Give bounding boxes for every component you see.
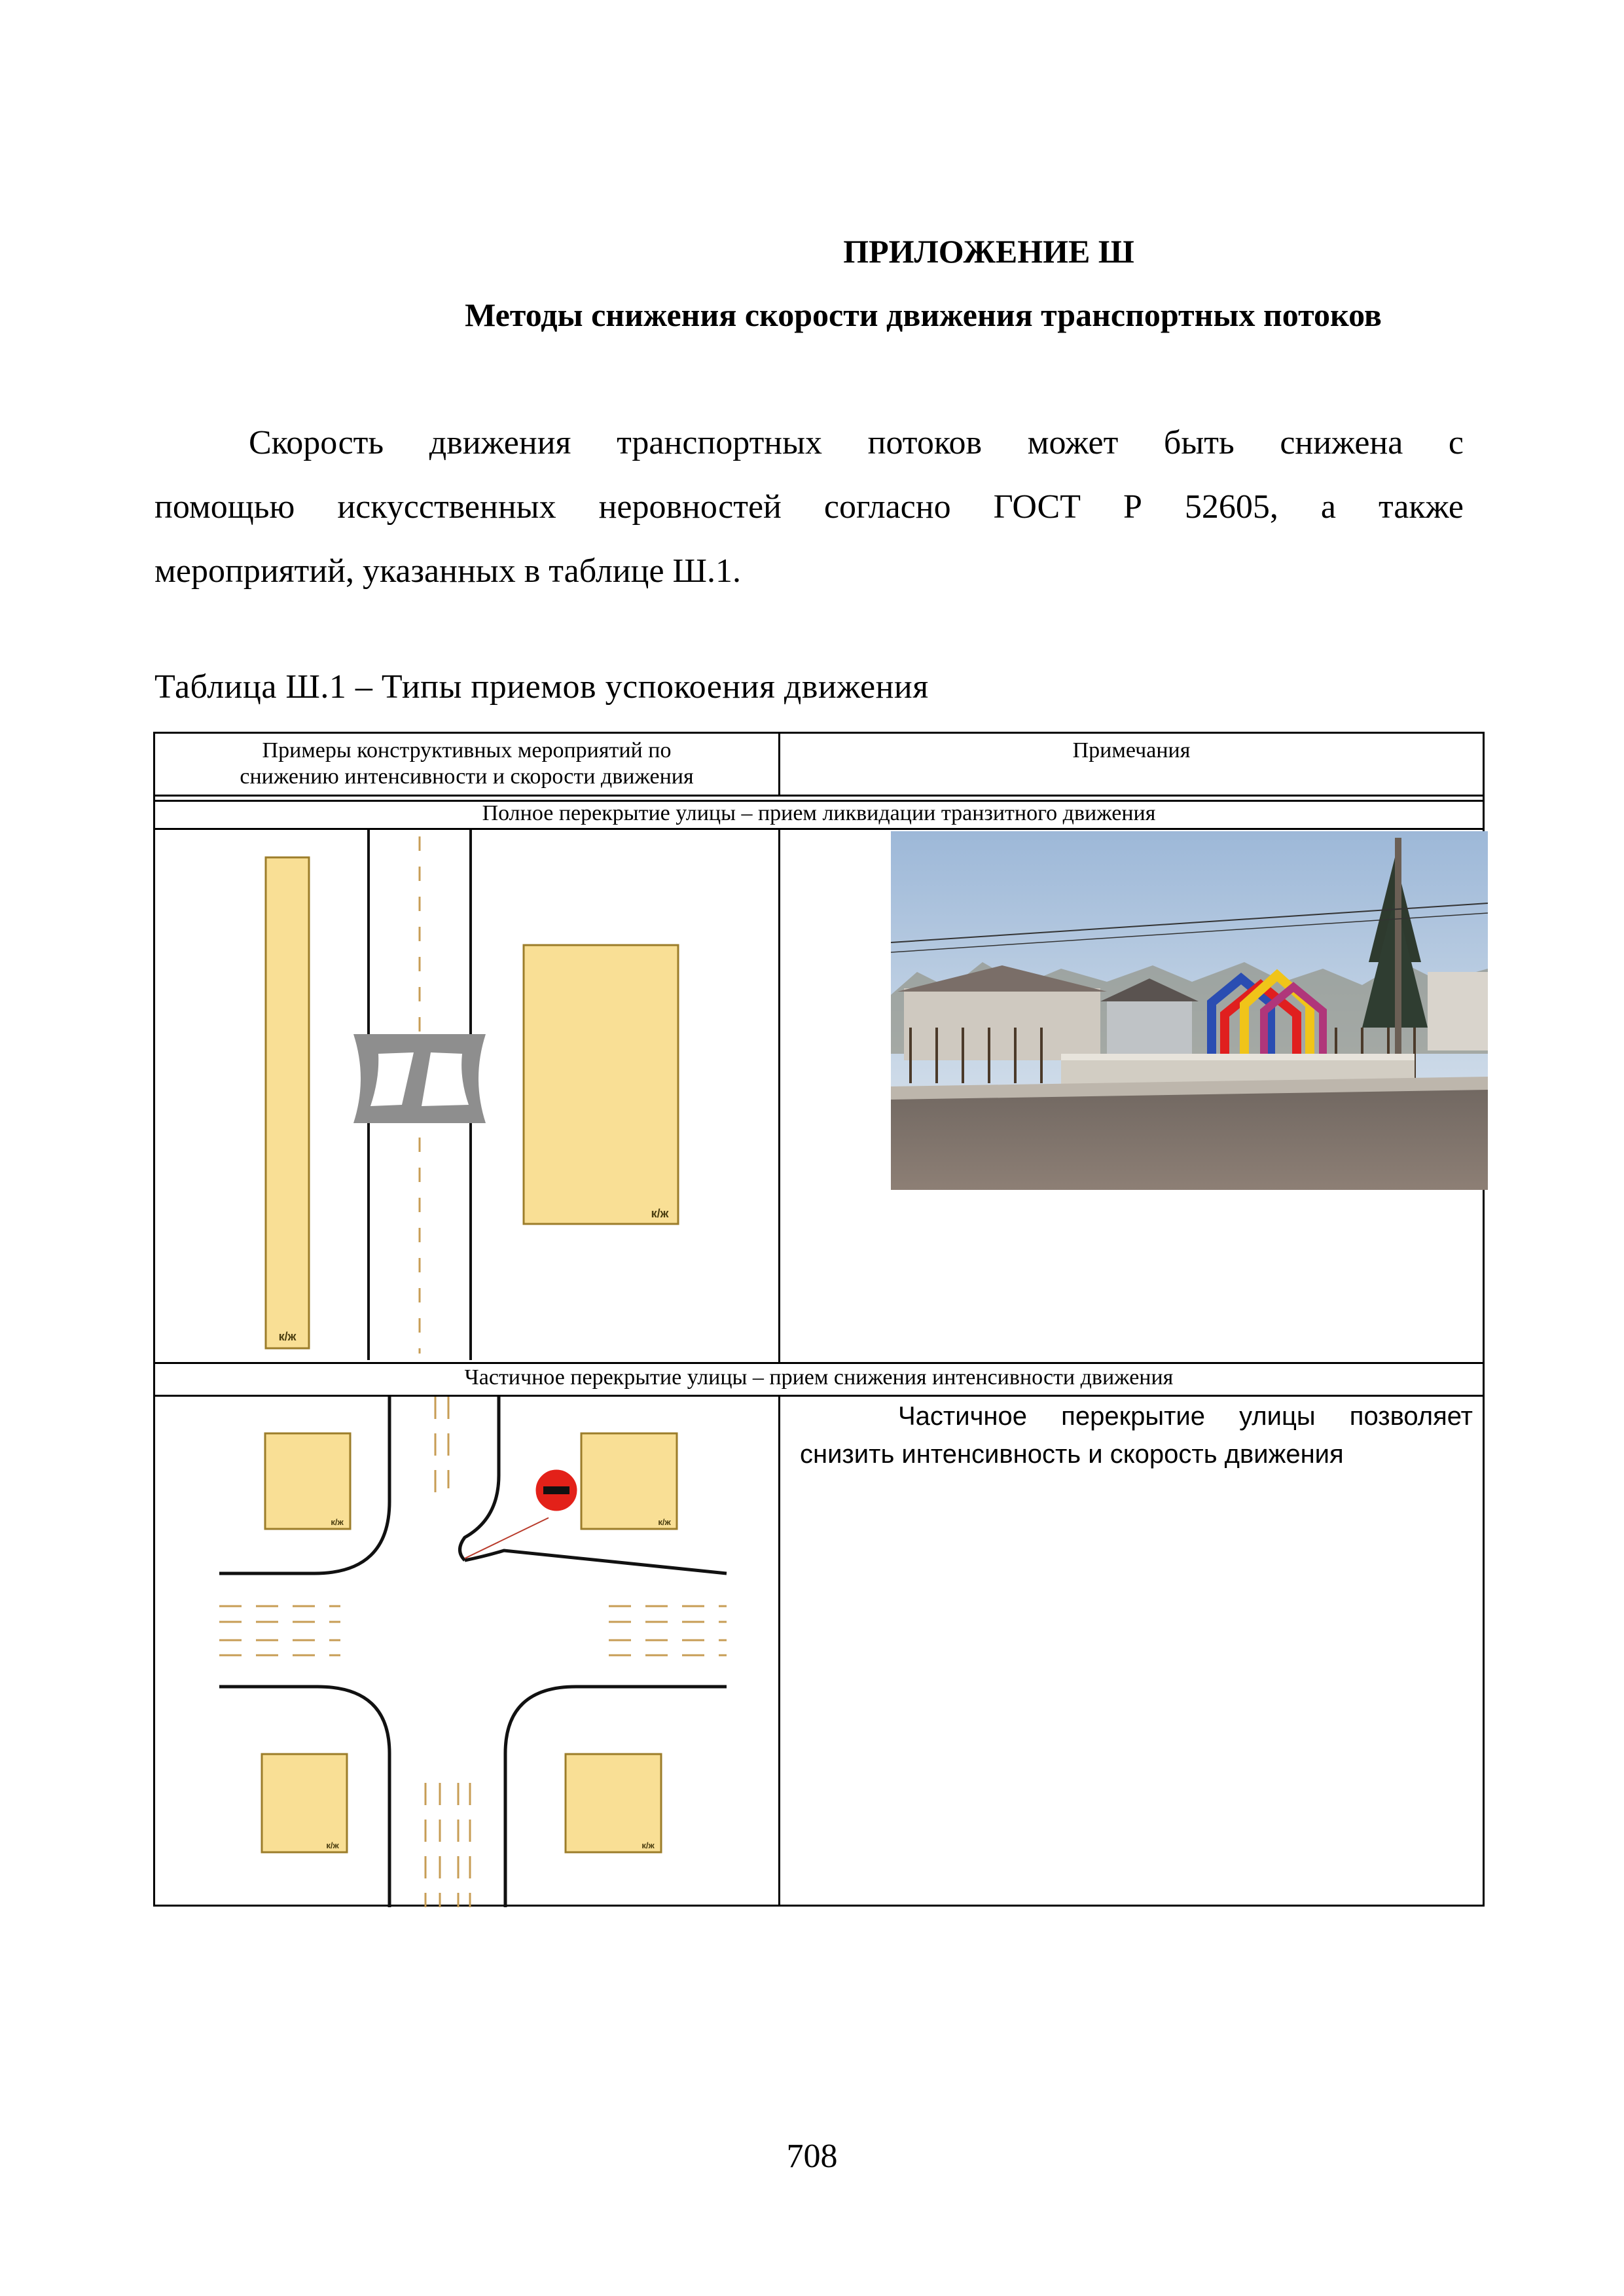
- section2-note-line1: Частичное перекрытие улицы позволяет: [898, 1402, 1473, 1431]
- building-label: к/ж: [326, 1840, 339, 1850]
- full-closure-diagram: [157, 830, 776, 1360]
- col1-header-line1: Примеры конструктивных мероприятий по: [262, 738, 672, 762]
- no-entry-sign-icon: [535, 1469, 578, 1512]
- building-label: к/ж: [651, 1207, 669, 1220]
- table-col-divider: [778, 1395, 780, 1905]
- section2-note-line2: снизить интенсивность и скорость движения: [800, 1440, 1344, 1469]
- appendix-title: ПРИЛОЖЕНИЕ Ш: [843, 233, 1134, 270]
- intro-line-2: помощью искусственных неровностей согласно ГОСТ Р 52605, а также: [154, 488, 1464, 526]
- street-closure-photo: [891, 831, 1488, 1190]
- appendix-subtitle: Методы снижения скорости движения транспортных потоков: [465, 296, 1382, 333]
- building-right: [524, 945, 678, 1224]
- intro-line-3: мероприятий, указанных в таблице Ш.1.: [154, 552, 742, 590]
- table-caption: Таблица Ш.1 – Типы приемов успокоения движения: [154, 668, 929, 706]
- closure-barrier: [353, 1034, 486, 1123]
- building-ne: [581, 1433, 677, 1529]
- section2-title: Частичное перекрытие улицы – прием снижения интенсивности движения: [464, 1365, 1174, 1390]
- building-label: к/ж: [331, 1517, 344, 1527]
- col1-header: [155, 738, 778, 790]
- building-label: к/ж: [278, 1330, 297, 1343]
- building-label: к/ж: [641, 1840, 655, 1850]
- building-sw: [262, 1754, 347, 1852]
- building-se: [566, 1754, 661, 1852]
- table-col-divider: [778, 828, 780, 1362]
- page-number: 708: [786, 2138, 838, 2175]
- building-label: к/ж: [658, 1517, 671, 1527]
- partial-closure-diagram: [157, 1397, 776, 1907]
- table-rule: [155, 1362, 1483, 1364]
- intro-line-1: Скорость движения транспортных потоков может быть снижена с: [249, 424, 1464, 461]
- section1-title: Полное перекрытие улицы – прием ликвидации транзитного движения: [482, 801, 1156, 825]
- col2-header: Примечания: [1072, 738, 1191, 762]
- col1-header-line2: снижению интенсивности и скорости движения: [240, 764, 694, 789]
- measures-table: [153, 732, 1485, 1907]
- building-long: [266, 857, 309, 1348]
- table-rule: [155, 795, 1483, 797]
- building-nw: [265, 1433, 350, 1529]
- section2-note: [800, 1397, 1473, 1473]
